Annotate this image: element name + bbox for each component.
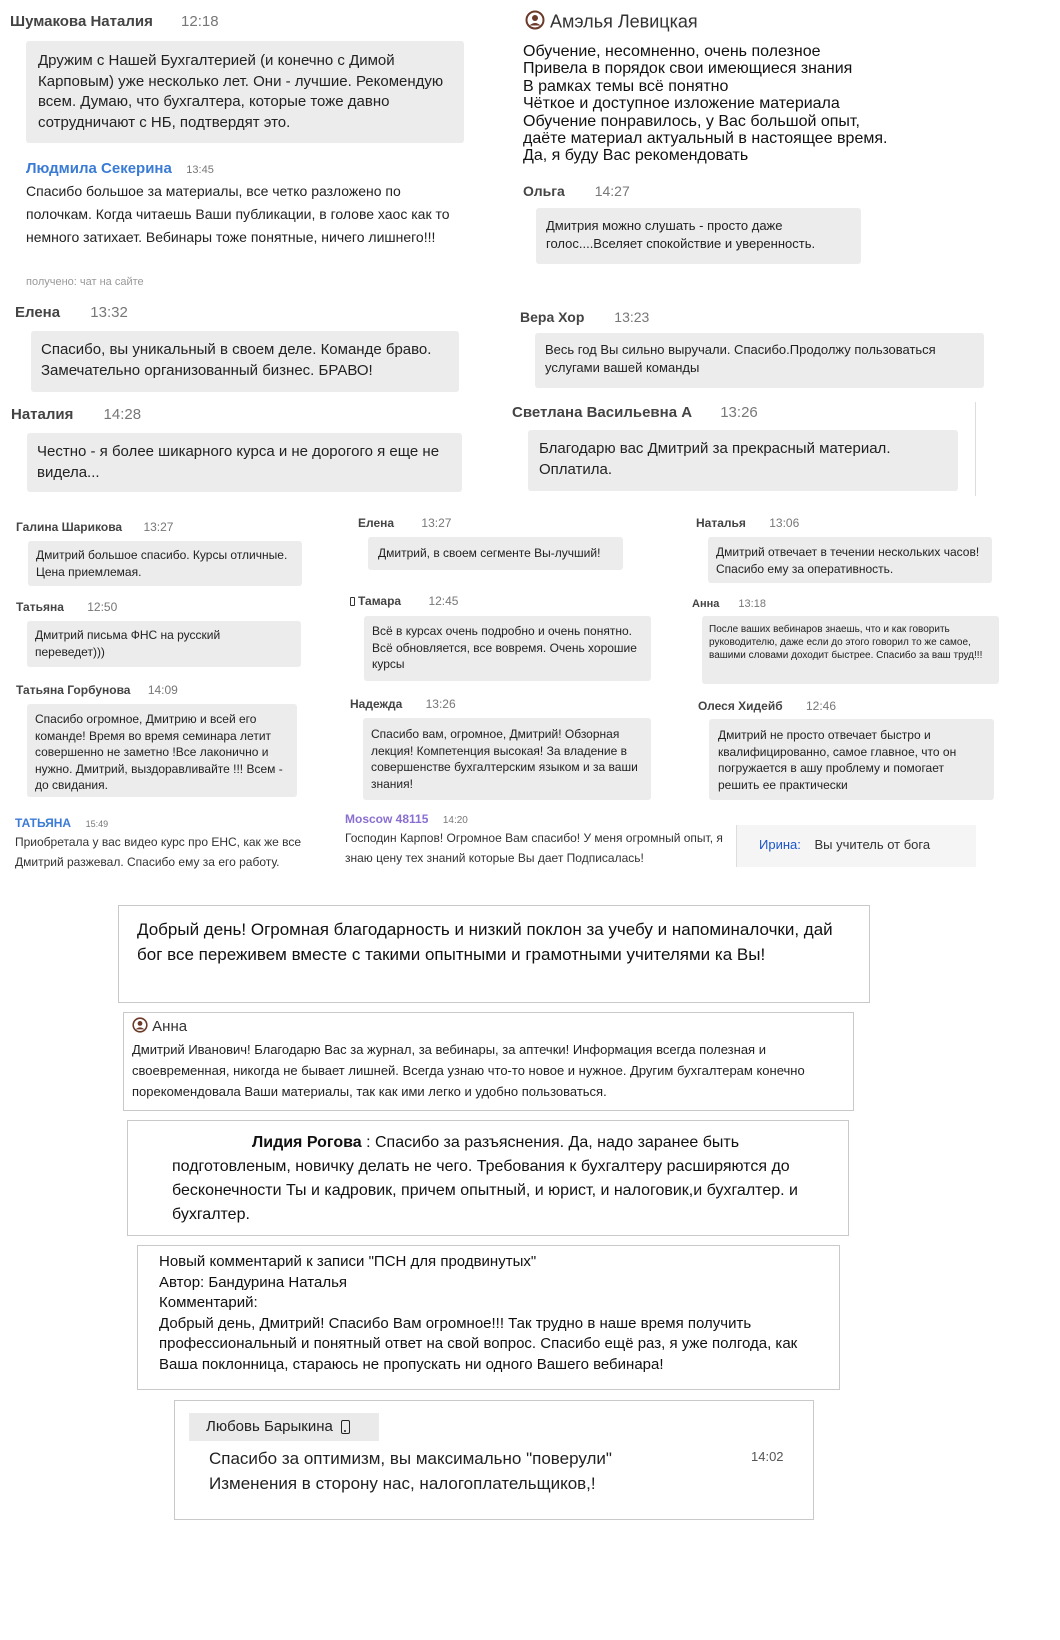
phone-icon bbox=[341, 1420, 350, 1434]
review-card bbox=[137, 1245, 840, 1390]
message-bubble: Спасибо огромное, Дмитрию и всей его команде! Время во время семинара летит совершенно не заметно !Все лаконично и нужно. Дмитрий, выздоравливайте !!! Всем - до свидания. bbox=[27, 704, 297, 797]
text-line: Обучение понравилось, у Вас большой опыт, bbox=[523, 112, 860, 130]
timestamp: 13:27 bbox=[421, 516, 452, 530]
divider bbox=[975, 402, 976, 496]
message-bubble bbox=[736, 825, 976, 867]
review-header bbox=[15, 304, 128, 321]
timestamp: 14:20 bbox=[442, 815, 468, 826]
message-text: Лидия Рогова : Спасибо за разъяснения. Да, надо заранее быть подготовленым, новичку делать не чего. Требования к бухгалтеру расширяются до бесконечности Ты и кадровик, причем опытный, и юрист, и налоговик,и бухгалтер. и бухгалтер. bbox=[172, 1134, 798, 1223]
message-bubble: Дружим с Нашей Бухгалтерией (и конечно с Димой Карповым) уже несколько лет. Они - лучшие. Рекомендую всем. Думаю, что бухгалтера, которые тоже давно сотрудничают с НБ, подтвердят это. bbox=[26, 41, 464, 143]
author-name: Вера Хор bbox=[520, 309, 585, 325]
author-name: Наталия bbox=[11, 406, 74, 423]
review-header bbox=[16, 520, 173, 534]
review-card bbox=[123, 1012, 854, 1111]
user-icon bbox=[132, 1017, 148, 1037]
text-line: Да, я буду Вас рекомендовать bbox=[523, 147, 749, 165]
author-name: Надежда bbox=[350, 697, 403, 711]
author-name: Светлана Васильевна А bbox=[512, 404, 693, 421]
text-line: даёте материал актуальный в настоящее время. bbox=[523, 130, 888, 148]
author-name[interactable]: Moscow 48115 bbox=[345, 812, 429, 826]
message-text: Добрый день! Огромная благодарность и низкий поклон за учебу и напоминалочки, дай бог все переживем вместе с такими опытными и грамотными учителями ка Вы! bbox=[137, 920, 833, 964]
author-name: Наталья bbox=[696, 516, 746, 530]
timestamp: 13:18 bbox=[738, 598, 766, 610]
review-card bbox=[118, 905, 870, 1003]
timestamp: 13:45 bbox=[186, 164, 214, 176]
phone-icon bbox=[350, 597, 355, 606]
author-name: Анна bbox=[692, 598, 720, 610]
message-bubble: Дмитрий большое спасибо. Курсы отличные. Цена приемлемая. bbox=[28, 541, 302, 586]
timestamp: 13:06 bbox=[769, 516, 800, 530]
timestamp: 13:23 bbox=[614, 309, 650, 325]
message-text: Вы учитель от бога bbox=[814, 837, 931, 852]
message-bubble: Благодарю вас Дмитрий за прекрасный материал. Оплатила. bbox=[528, 430, 958, 491]
text-line: Обучение, несомненно, очень полезное bbox=[523, 43, 821, 60]
timestamp: 14:02 bbox=[751, 1449, 784, 1464]
message-bubble: Дмитрий письма ФНС на русский переведет))) bbox=[27, 621, 301, 667]
author-name: Елена bbox=[15, 304, 61, 321]
text-line: Чёткое и доступное изложение материала bbox=[523, 95, 840, 113]
message-block bbox=[159, 1252, 818, 1375]
review-header bbox=[26, 160, 214, 178]
review-header bbox=[358, 516, 451, 530]
message-text: Господин Карпов! Огромное Вам спасибо! У меня огромный опыт, я знаю цену тех знаний которые Вы дает Подписалась! bbox=[345, 831, 723, 865]
review-header bbox=[189, 1413, 379, 1441]
review-header bbox=[16, 600, 117, 614]
timestamp: 12:50 bbox=[87, 600, 118, 614]
source-note: получено: чат на сайте bbox=[26, 276, 144, 288]
comment-title: Новый комментарий к записи "ПСН для продвинутых" bbox=[159, 1253, 537, 1270]
message-text: Дмитрий Иванович! Благодарю Вас за журнал, за вебинары, за аптечки! Информация всегда полезная и своевременная, никогда не бывает лишней. Всегда узнаю что-то новое и нужное. Другим бухгалтерам конечно порекомендовала Ваши материалы, так как ими легко и удобно пользоваться. bbox=[132, 1042, 805, 1099]
review-header bbox=[350, 594, 458, 608]
message-text: Добрый день, Дмитрий! Спасибо Вам огромное!!! Так трудно в наше время получить профессиональный и понятный ответ на свой вопрос. Спасибо ещё раз, я уже полгода, как Ваша поклонница, стараюсь не пропускать ни одного Вашего вебинара! bbox=[159, 1314, 798, 1373]
author-name: Галина Шарикова bbox=[16, 520, 123, 534]
review-header bbox=[523, 183, 630, 199]
author-name: Любовь Барыкина bbox=[206, 1418, 333, 1435]
timestamp: 13:27 bbox=[143, 520, 174, 534]
message-text: Приобретала у вас видео курс про ЕНС, как же все Дмитрий разжевал. Спасибо ему за его работу. bbox=[15, 835, 302, 869]
review-header bbox=[696, 516, 799, 530]
review-card bbox=[127, 1120, 849, 1236]
message-bubble: Дмитрий, в своем сегменте Вы-лучший! bbox=[368, 537, 623, 570]
comment-author: Автор: Бандурина Наталья bbox=[159, 1273, 348, 1291]
timestamp: 13:26 bbox=[425, 697, 456, 711]
author-name: Шумакова Наталия bbox=[10, 13, 153, 30]
author-name: Ирина: bbox=[759, 837, 801, 852]
review-text bbox=[523, 43, 887, 165]
timestamp: 13:32 bbox=[90, 304, 128, 321]
author-name: Елена bbox=[358, 516, 395, 530]
message-bubble: Всё в курсах очень подробно и очень понятно. Всё обновляется, все вовремя. Очень хорошие курсы bbox=[364, 616, 651, 681]
review-header bbox=[345, 810, 468, 828]
review-header bbox=[692, 598, 766, 610]
author-name: Тамара bbox=[358, 594, 402, 608]
timestamp: 12:18 bbox=[181, 13, 219, 30]
timestamp: 12:46 bbox=[805, 699, 837, 713]
timestamp: 14:27 bbox=[594, 183, 630, 199]
author-name[interactable]: Людмила Секерина bbox=[26, 160, 172, 177]
author-name: Ольга bbox=[523, 183, 565, 199]
author-name: Лидия Рогова bbox=[252, 1134, 362, 1151]
timestamp: 13:26 bbox=[720, 404, 758, 421]
message-bubble: Дмитрия можно слушать - просто даже голос....Вселяет спокойствие и уверенность. bbox=[536, 208, 861, 264]
message-bubble: Спасибо вам, огромное, Дмитрий! Обзорная лекция! Компетенция высокая! За владение в совершенстве бухгалтерским языком и за ваши знания! bbox=[363, 718, 651, 800]
review-header bbox=[11, 406, 141, 423]
review-card bbox=[174, 1400, 814, 1520]
review-header bbox=[10, 13, 219, 30]
author-name[interactable]: ТАТЬЯНА bbox=[15, 816, 72, 830]
review-header bbox=[132, 1017, 845, 1037]
review-header bbox=[512, 404, 758, 421]
message-bubble: Весь год Вы сильно выручали. Спасибо.Продолжу пользоваться услугами вашей команды bbox=[535, 333, 984, 388]
timestamp: 14:28 bbox=[103, 406, 142, 423]
message-bubble: После ваших вебинаров знаешь, что и как говорить руководителю, даже если до этого говорил то же самое, вашими словами доходит быстрее. Спасибо за ваш труд!!! bbox=[702, 616, 999, 684]
text-line: Привела в порядок свои имеющиеся знания bbox=[523, 60, 853, 78]
author-name: Татьяна bbox=[16, 600, 64, 614]
user-icon bbox=[525, 10, 545, 35]
author-name: Олеся Хидейб bbox=[698, 699, 783, 713]
message-bubble: Спасибо, вы уникальный в своем деле. Команде браво. Замечательно организованный бизнес. БРАВО! bbox=[31, 331, 459, 392]
author-name: Амэлья Левицкая bbox=[550, 11, 698, 32]
review-header bbox=[698, 699, 836, 713]
review-header bbox=[15, 814, 108, 832]
message-text: Спасибо большое за материалы, все четко разложено по полочкам. Когда читаешь Ваши публикации, в голове хаос как то немного затихает. Вебинары тоже понятные, ничего лишнего!!! bbox=[26, 183, 450, 245]
review-header bbox=[16, 683, 178, 697]
review-header bbox=[520, 309, 649, 325]
comment-label: Комментарий: bbox=[159, 1294, 258, 1311]
author-name: Анна bbox=[152, 1017, 188, 1035]
message-bubble: Дмитрий не просто отвечает быстро и квалифицированно, самое главное, что он погружается в ашу проблему и помогает решить ее практически bbox=[709, 719, 994, 800]
timestamp: 12:45 bbox=[428, 594, 459, 608]
message-bubble: Дмитрий отвечает в течении нескольких часов! Спасибо ему за оперативность. bbox=[708, 537, 992, 583]
review-header bbox=[525, 10, 698, 35]
author-name: Татьяна Горбунова bbox=[16, 683, 131, 697]
message-text: Спасибо за оптимизм, вы максимально "поверули" Изменения в сторону нас, налогоплательщиков,! bbox=[209, 1449, 612, 1493]
text-line: В рамках темы всё понятно bbox=[523, 77, 729, 95]
timestamp: 14:09 bbox=[147, 683, 178, 697]
timestamp: 15:49 bbox=[85, 819, 109, 829]
review-header bbox=[350, 697, 456, 711]
message-bubble: Честно - я более шикарного курса и не дорогого я еще не видела... bbox=[27, 433, 462, 492]
